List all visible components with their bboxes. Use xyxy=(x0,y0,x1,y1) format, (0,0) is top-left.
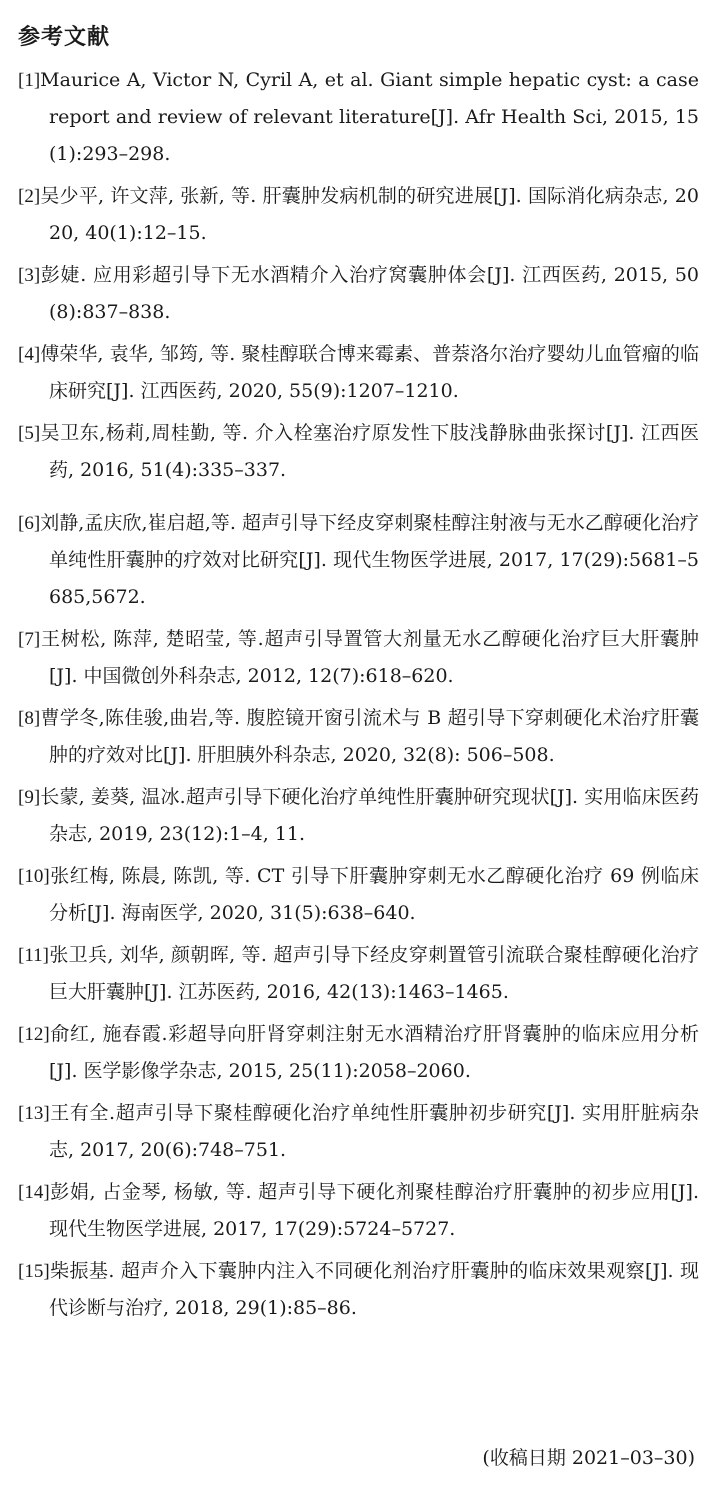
reference-item-8 xyxy=(18,700,699,774)
reference-text: 傅荣华, 袁华, 邹筠, 等. 聚桂醇联合博来霉素、普萘洛尔治疗婴幼儿血管瘤的临床研究[J]. 江西医药, 2020, 55(9):1207–1210. xyxy=(40,343,699,402)
references-heading: 参考文献 xyxy=(18,25,111,50)
reference-number: [9] xyxy=(18,787,41,808)
reference-number: [3] xyxy=(18,265,41,286)
reference-item-9 xyxy=(18,779,699,853)
reference-text: 刘静,孟庆欣,崔启超,等. 超声引导下经皮穿刺聚桂醇注射液与无水乙醇硬化治疗单纯性肝囊肿的疗效对比研究[J]. 现代生物医学进展, 2017, 17(29):5681–5685,5672. xyxy=(40,512,699,608)
reference-text: 柴振基. 超声介入下囊肿内注入不同硬化剂治疗肝囊肿的临床效果观察[J]. 现代诊断与治疗, 2018, 29(1):85–86. xyxy=(49,1260,699,1319)
reference-item-13 xyxy=(18,1095,699,1169)
reference-number: [10] xyxy=(18,866,50,887)
reference-text: 张卫兵, 刘华, 颜朝晖, 等. 超声引导下经皮穿刺置管引流联合聚桂醇硬化治疗巨大肝囊肿[J]. 江苏医药, 2016, 42(13):1463–1465. xyxy=(48,944,699,1003)
reference-item-6 xyxy=(18,505,699,616)
reference-item-14 xyxy=(18,1174,699,1248)
reference-text: 曹学冬,陈佳骏,曲岩,等. 腹腔镜开窗引流术与 B 超引导下穿刺硬化术治疗肝囊肿的疗效对比[J]. 肝胆胰外科杂志, 2020, 32(8): 506–508. xyxy=(40,707,699,766)
reference-number: [11] xyxy=(18,945,49,966)
reference-number: [8] xyxy=(18,708,41,729)
reference-text: 彭婕. 应用彩超引导下无水酒精介入治疗窝囊肿体会[J]. 江西医药, 2015, 50(8):837–838. xyxy=(40,264,699,323)
reference-number: [15] xyxy=(18,1261,50,1282)
reference-number: [6] xyxy=(18,513,41,534)
reference-number: [13] xyxy=(18,1103,50,1124)
reference-text: 俞红, 施春霞.彩超导向肝肾穿刺注射无水酒精治疗肝肾囊肿的临床应用分析[J]. 医学影像学杂志, 2015, 25(11):2058–2060. xyxy=(49,1023,699,1082)
reference-number: [1] xyxy=(18,70,41,91)
reference-number: [7] xyxy=(18,629,41,650)
reference-text: 彭娟, 占金琴, 杨敏, 等. 超声引导下硬化剂聚桂醇治疗肝囊肿的初步应用[J]. 现代生物医学进展, 2017, 17(29):5724–5727. xyxy=(49,1181,699,1240)
reference-item-12 xyxy=(18,1016,699,1090)
reference-item-15 xyxy=(18,1253,699,1327)
reference-item-7 xyxy=(18,621,699,695)
reference-text: 吴卫东,杨莉,周桂勤, 等. 介入栓塞治疗原发性下肢浅静脉曲张探讨[J]. 江西医药, 2016, 51(4):335–337. xyxy=(40,422,699,481)
reference-item-4 xyxy=(18,336,699,410)
reference-text: 长蒙, 姜葵, 温冰.超声引导下硬化治疗单纯性肝囊肿研究现状[J]. 实用临床医药杂志, 2019, 23(12):1–4, 11. xyxy=(40,786,699,845)
reference-list xyxy=(18,62,699,1327)
reference-number: [12] xyxy=(18,1024,50,1045)
reference-number: [14] xyxy=(18,1182,50,1203)
reference-text: 张红梅, 陈晨, 陈凯, 等. CT 引导下肝囊肿穿刺无水乙醇硬化治疗 69 例临床分析[J]. 海南医学, 2020, 31(5):638–640. xyxy=(49,865,699,924)
reference-item-10 xyxy=(18,858,699,932)
received-date-note: (收稿日期 2021–03–30) xyxy=(482,1447,695,1469)
reference-item-2 xyxy=(18,178,699,252)
reference-item-11 xyxy=(18,937,699,1011)
reference-item-3 xyxy=(18,257,699,331)
reference-text: 王有全.超声引导下聚桂醇硬化治疗单纯性肝囊肿初步研究[J]. 实用肝脏病杂志, 2017, 20(6):748–751. xyxy=(49,1102,699,1161)
reference-number: [4] xyxy=(18,344,41,365)
reference-text: Maurice A, Victor N, Cyril A, et al. Giant simple hepatic cyst: a case report and review of relevant literature[J]. Afr Health Sci, 2015, 15(1):293–298. xyxy=(40,69,699,165)
reference-text: 吴少平, 许文萍, 张新, 等. 肝囊肿发病机制的研究进展[J]. 国际消化病杂志, 2020, 40(1):12–15. xyxy=(40,185,699,244)
reference-item-5 xyxy=(18,415,699,489)
reference-number: [2] xyxy=(18,186,41,207)
reference-text: 王树松, 陈萍, 楚昭莹, 等.超声引导置管大剂量无水乙醇硬化治疗巨大肝囊肿[J]. 中国微创外科杂志, 2012, 12(7):618–620. xyxy=(40,628,699,687)
reference-number: [5] xyxy=(18,423,41,444)
reference-item-1 xyxy=(18,62,699,173)
